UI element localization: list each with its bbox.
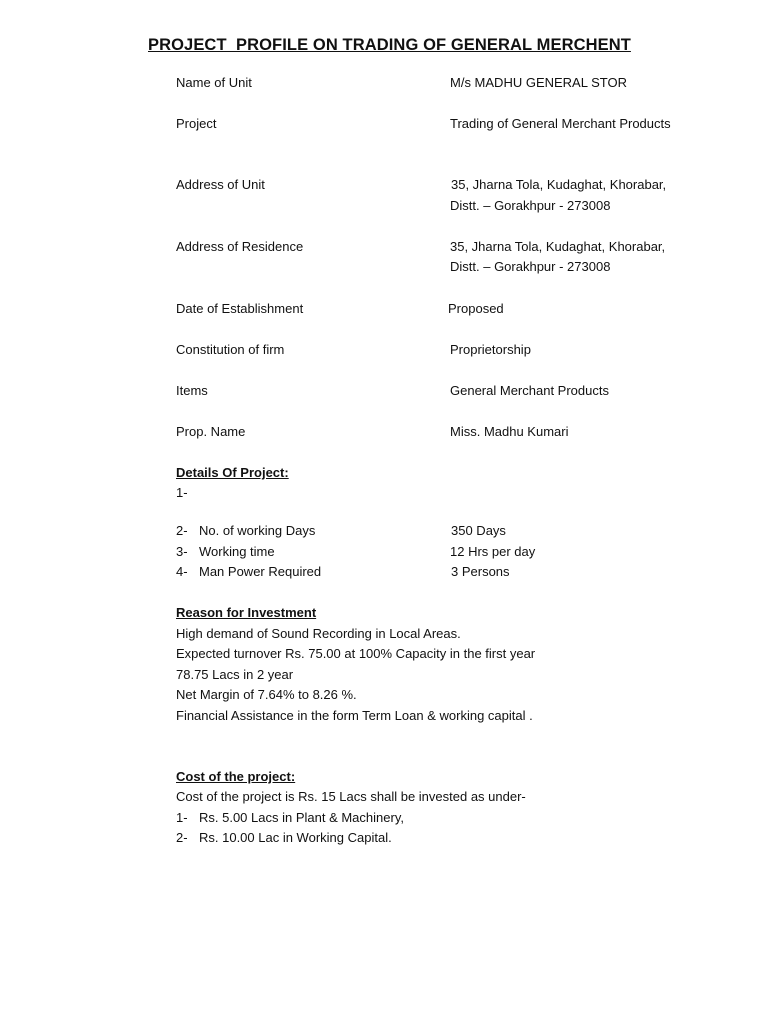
field-value-prop-name: Miss. Madhu Kumari xyxy=(450,424,569,439)
details-item-number: 4- xyxy=(176,564,188,579)
cost-item-text: Rs. 5.00 Lacs in Plant & Machinery, xyxy=(199,810,404,825)
reason-heading: Reason for Investment xyxy=(176,605,317,620)
field-label-prop-name: Prop. Name xyxy=(176,424,246,439)
field-value-address-of-residence-line1: 35, Jharna Tola, Kudaghat, Khorabar, xyxy=(450,239,666,254)
reason-line: 78.75 Lacs in 2 year xyxy=(176,667,294,682)
field-label-project: Project xyxy=(176,116,217,131)
field-label-date-of-establishment: Date of Establishment xyxy=(176,301,304,316)
field-label-address-of-residence: Address of Residence xyxy=(176,239,304,254)
reason-line: Net Margin of 7.64% to 8.26 %. xyxy=(176,687,357,702)
details-item-label: Man Power Required xyxy=(199,564,322,579)
details-item-number: 3- xyxy=(176,544,188,559)
details-item-label: Working time xyxy=(199,544,275,559)
field-label-constitution-of-firm: Constitution of firm xyxy=(176,342,285,357)
details-item-number: 1- xyxy=(176,485,188,500)
field-label-items: Items xyxy=(176,383,208,398)
details-item-number: 2- xyxy=(176,523,188,538)
field-value-name-of-unit: M/s MADHU GENERAL STOR xyxy=(450,75,627,90)
page-title: PROJECT PROFILE ON TRADING OF GENERAL MERCHENT xyxy=(148,36,631,54)
cost-intro: Cost of the project is Rs. 15 Lacs shall be invested as under- xyxy=(176,789,526,804)
field-value-address-of-residence-line2: Distt. – Gorakhpur - 273008 xyxy=(450,259,611,274)
field-value-date-of-establishment: Proposed xyxy=(448,301,504,316)
cost-item-text: Rs. 10.00 Lac in Working Capital. xyxy=(199,830,392,845)
field-value-address-of-unit-line2: Distt. – Gorakhpur - 273008 xyxy=(450,198,611,213)
cost-item-number: 2- xyxy=(176,830,188,845)
details-item-label: No. of working Days xyxy=(199,523,316,538)
reason-line: High demand of Sound Recording in Local Areas. xyxy=(176,626,461,641)
details-item-value: 12 Hrs per day xyxy=(450,544,536,559)
field-label-address-of-unit: Address of Unit xyxy=(176,177,265,192)
field-label-name-of-unit: Name of Unit xyxy=(176,75,252,90)
cost-heading: Cost of the project: xyxy=(176,769,296,784)
field-value-address-of-unit-line1: 35, Jharna Tola, Kudaghat, Khorabar, xyxy=(451,177,667,192)
field-value-constitution-of-firm: Proprietorship xyxy=(450,342,531,357)
details-item-value: 350 Days xyxy=(451,523,506,538)
field-value-items: General Merchant Products xyxy=(450,383,609,398)
details-item-value: 3 Persons xyxy=(451,564,510,579)
details-heading: Details Of Project: xyxy=(176,465,289,480)
field-value-project: Trading of General Merchant Products xyxy=(450,116,671,131)
cost-item-number: 1- xyxy=(176,810,188,825)
reason-line: Financial Assistance in the form Term Loan & working capital . xyxy=(176,708,533,723)
reason-line: Expected turnover Rs. 75.00 at 100% Capacity in the first year xyxy=(176,646,536,661)
